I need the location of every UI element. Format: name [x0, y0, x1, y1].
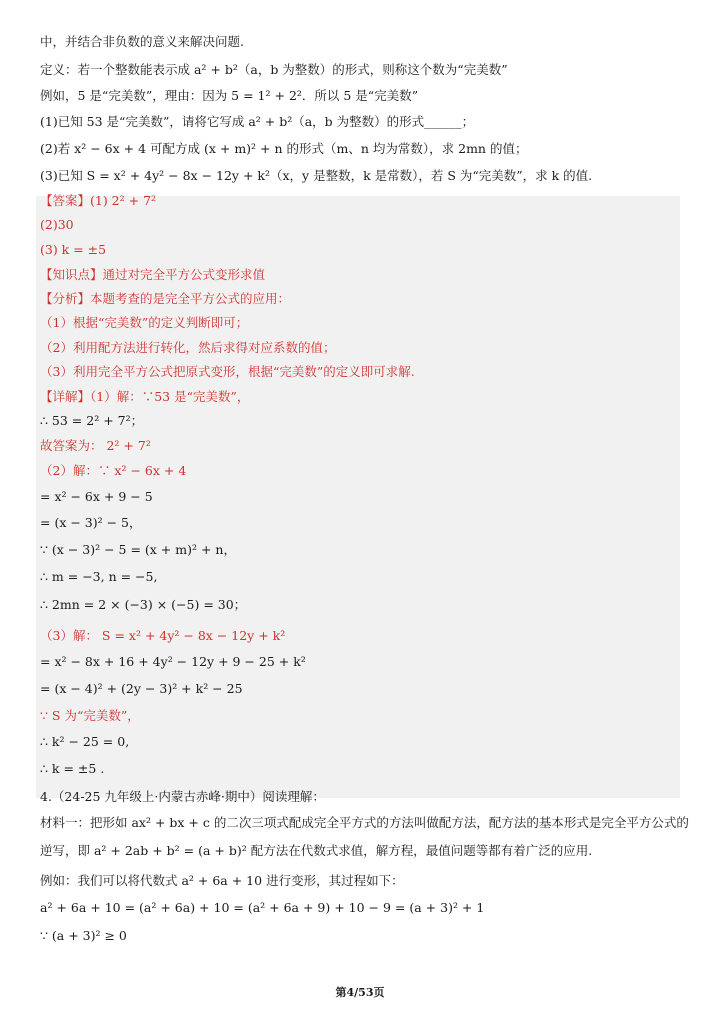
text-line: (1)已知 53 是“完美数”，请将它写成 a² + b²（a，b 为整数）的形式______； [40, 114, 475, 129]
text-line: ∴ m = −3, n = −5, [40, 569, 158, 584]
text-line: 材料一：把形如 ax² + bx + c 的二次三项式配成完全平方式的方法叫做配方法，配方法的基本形式是完全平方公式的 [40, 815, 689, 830]
text-line: 例如：我们可以将代数式 a² + 6a + 10 进行变形，其过程如下： [40, 873, 404, 888]
text-line: ∴ 53 = 2² + 7²； [40, 413, 144, 428]
text-line: 中，并结合非负数的意义来解决问题. [40, 34, 244, 49]
text-line: 逆写，即 a² + 2ab + b² = (a + b)² 配方法在代数式求值，解方程，最值问题等都有着广泛的应用. [40, 843, 593, 858]
page-footer: 第4/53页 [335, 986, 385, 999]
text-line: （3）利用完全平方公式把原式变形，根据“完美数”的定义即可求解. [40, 364, 415, 379]
text-line: 定义：若一个整数能表示成 a² + b²（a，b 为整数）的形式，则称这个数为“完美数” [40, 62, 508, 77]
text-line: 故答案为： 2² + 7² [40, 438, 151, 453]
text-line: = x² − 6x + 9 − 5 [40, 489, 153, 504]
text-line: ∴ 2mn = 2 × (−3) × (−5) = 30； [40, 597, 247, 612]
text-line: = (x − 4)² + (2y − 3)² + k² − 25 [40, 681, 243, 696]
text-line: 【答案】(1) 2² + 7² [40, 193, 157, 208]
text-line: = (x − 3)² − 5， [40, 515, 142, 530]
text-line: 4.（24-25 九年级上·内蒙古赤峰·期中）阅读理解： [40, 789, 325, 804]
text-line: 【分析】本题考查的是完全平方公式的应用： [40, 291, 291, 306]
text-line: (2)30 [40, 217, 74, 232]
text-line: 【详解】（1）解：∵53 是“完美数”， [40, 389, 250, 404]
text-line: (3)已知 S = x² + 4y² − 8x − 12y + k²（x，y 是整数，k 是常数），若 S 为“完美数”，求 k 的值. [40, 168, 593, 183]
text-line: a² + 6a + 10 = (a² + 6a) + 10 = (a² + 6a + 9) + 10 − 9 = (a + 3)² + 1 [40, 900, 485, 915]
text-line: ∴ k = ±5 . [40, 761, 105, 776]
text-line: （2）解：∵ x² − 6x + 4 [40, 463, 187, 478]
text-line: 【知识点】通过对完全平方公式变形求值 [40, 267, 266, 282]
text-line: (3) k = ±5 [40, 242, 107, 257]
text-line: （1）根据“完美数”的定义判断即可； [40, 315, 249, 330]
text-line: ∵ S 为“完美数”， [40, 708, 140, 723]
text-line: ∵ (a + 3)² ≥ 0 [40, 928, 127, 943]
text-line: ∴ k² − 25 = 0, [40, 734, 130, 749]
text-line: (2)若 x² − 6x + 4 可配方成 (x + m)² + n 的形式（m、n 均为常数），求 2mn 的值； [40, 141, 528, 156]
text-line: ∵ (x − 3)² − 5 = (x + m)² + n， [40, 542, 236, 557]
text-line: = x² − 8x + 16 + 4y² − 12y + 9 − 25 + k² [40, 654, 306, 669]
text-line: 例如，5 是“完美数”，理由：因为 5 = 1² + 2²．所以 5 是“完美数” [40, 88, 419, 103]
text-line: （2）利用配方法进行转化，然后求得对应系数的值； [40, 340, 336, 355]
text-line: （3）解： S = x² + 4y² − 8x − 12y + k² [40, 628, 286, 643]
